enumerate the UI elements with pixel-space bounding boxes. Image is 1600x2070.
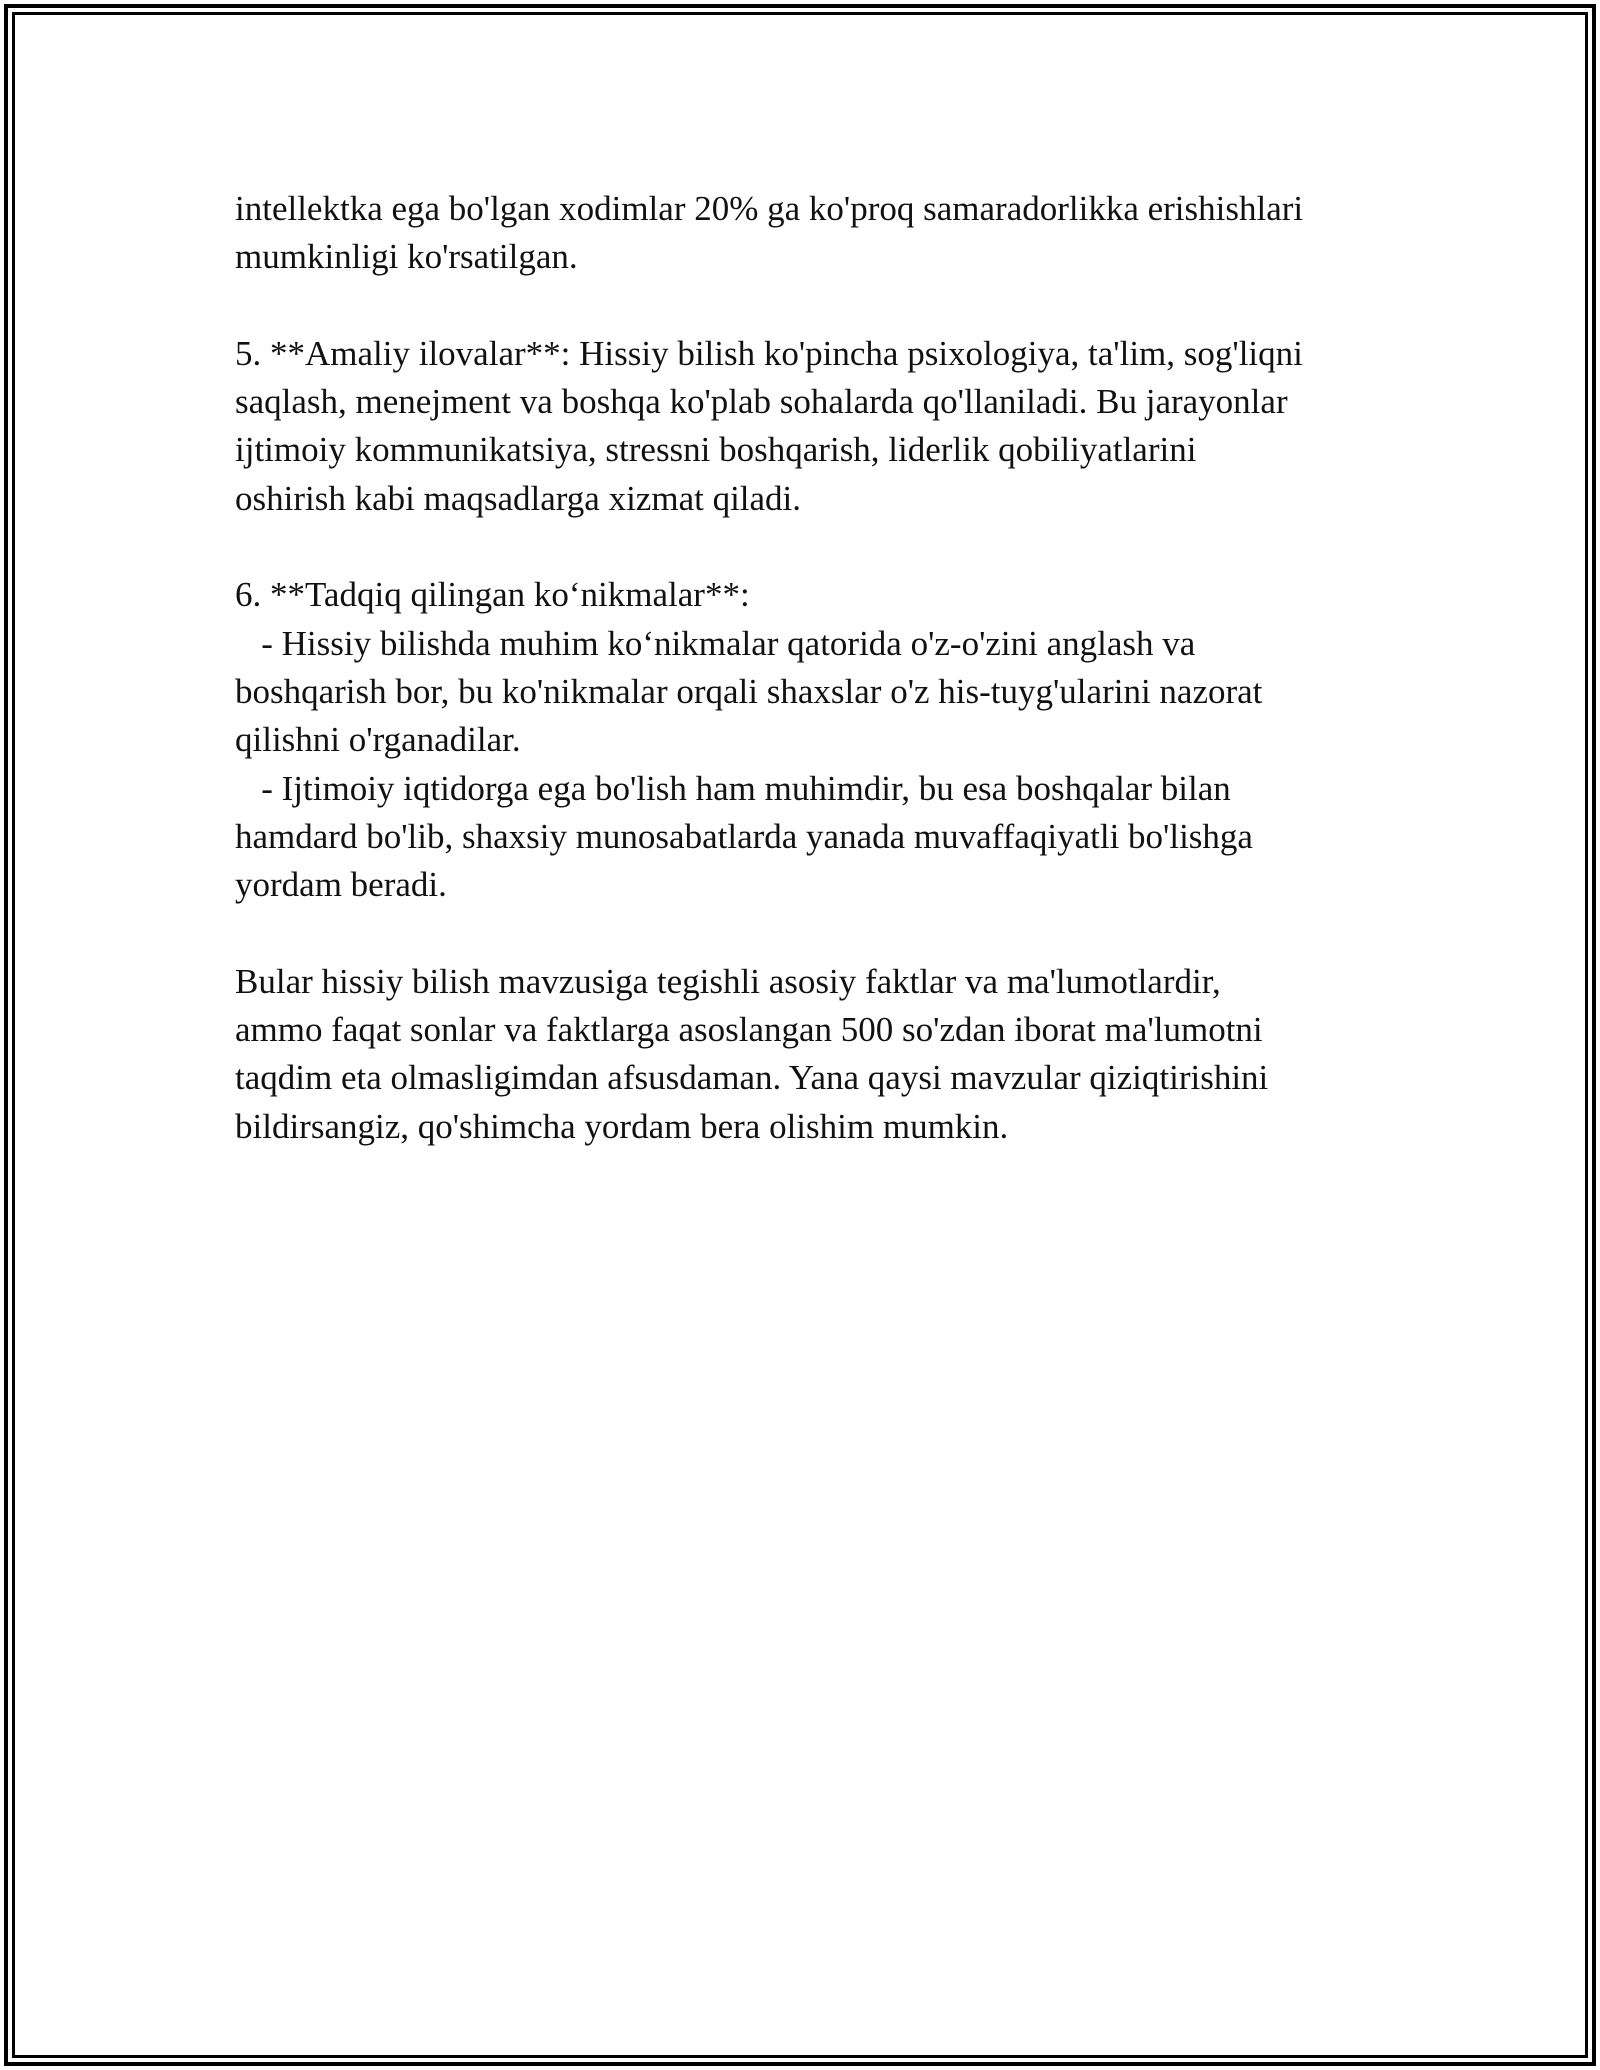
text-line: taqdim eta olmasligimdan afsusdaman. Yana qaysi mavzular qiziqtirishini — [235, 1058, 1269, 1098]
text-line: ammo faqat sonlar va faktlarga asoslangan 500 so'zdan iborat ma'lumotni — [235, 1010, 1263, 1050]
text-line: - Hissiy bilishda muhim ko‘nikmalar qatorida o'z-o'zini anglash va — [235, 623, 1196, 663]
text-line: ijtimoiy kommunikatsiya, stressni boshqarish, liderlik qobiliyatlarini — [235, 430, 1197, 470]
text-line: mumkinligi ko'rsatilgan. — [235, 237, 578, 277]
text-line: Bular hissiy bilish mavzusiga tegishli asosiy faktlar va ma'lumotlardir, — [235, 961, 1221, 1001]
text-line: saqlash, menejment va boshqa ko'plab sohalarda qo'llaniladi. Bu jarayonlar — [235, 382, 1288, 422]
text-line: 5. **Amaliy ilovalar**: Hissiy bilish ko'pincha psixologiya, ta'lim, sog'liqni — [235, 333, 1303, 373]
text-line: yordam beradi. — [235, 865, 447, 905]
text-line: qilishni o'rganadilar. — [235, 720, 521, 760]
text-line: - Ijtimoiy iqtidorga ega bo'lish ham muhimdir, bu esa boshqalar bilan — [235, 768, 1231, 808]
text-line: boshqarish bor, bu ko'nikmalar orqali shaxslar o'z his-tuyg'ularini nazorat — [235, 671, 1263, 711]
text-line: hamdard bo'lib, shaxsiy munosabatlarda yanada muvaffaqiyatli bo'lishga — [235, 816, 1253, 856]
blank-line — [235, 909, 1385, 957]
blank-line — [235, 523, 1385, 571]
text-line: bildirsangiz, qo'shimcha yordam bera olishim mumkin. — [235, 1106, 1009, 1146]
text-line: 6. **Tadqiq qilingan ko‘nikmalar**: — [235, 575, 750, 615]
document-body — [235, 185, 1385, 1151]
text-line: oshirish kabi maqsadlarga xizmat qiladi. — [235, 478, 802, 518]
blank-line — [235, 282, 1385, 330]
text-line: intellektka ega bo'lgan xodimlar 20% ga ko'proq samaradorlikka erishishlari — [235, 189, 1304, 228]
